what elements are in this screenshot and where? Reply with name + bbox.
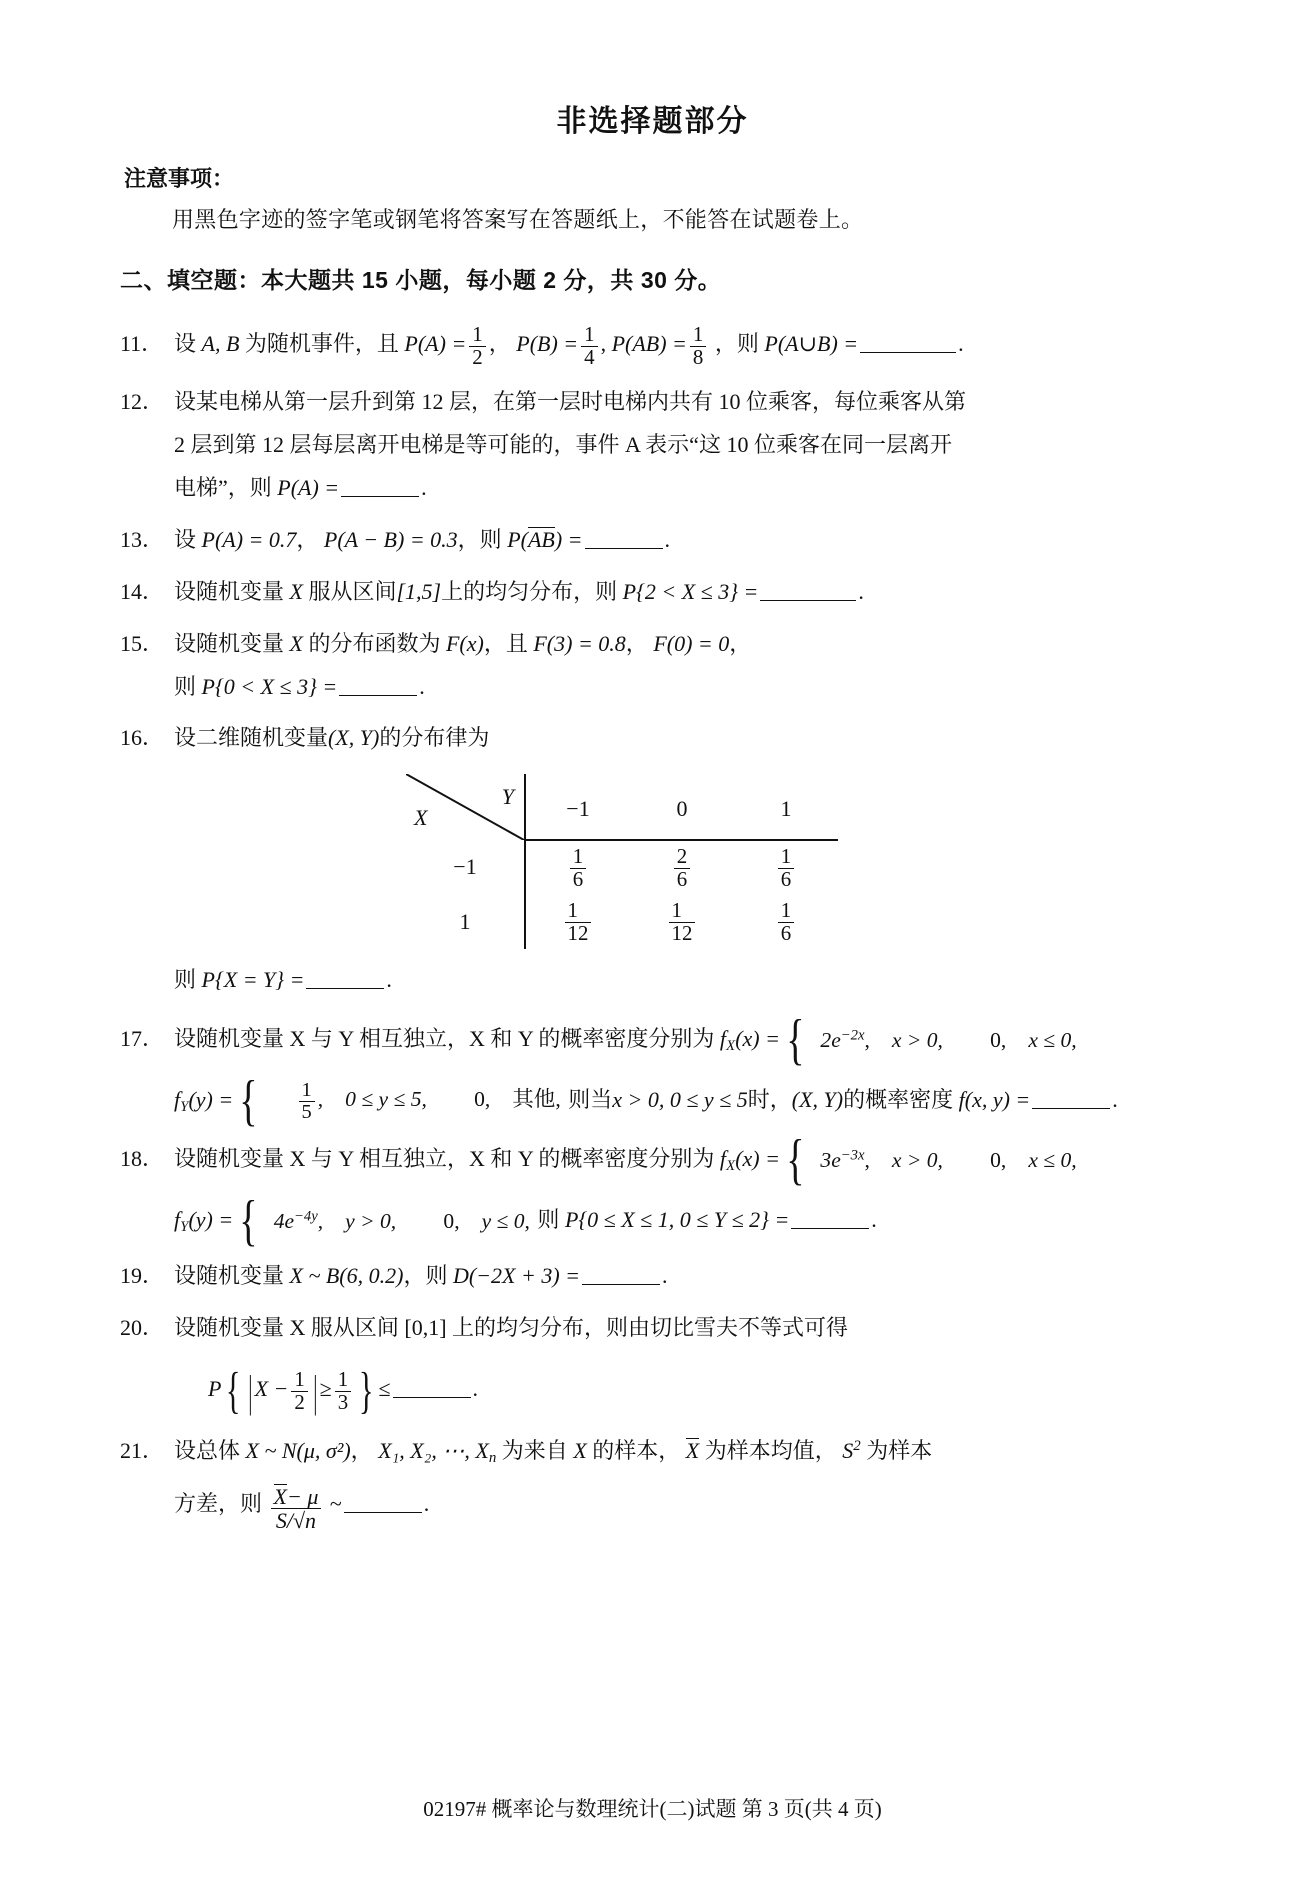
q11-pa: P(A) =: [404, 331, 467, 356]
q15-then: 则: [174, 673, 197, 699]
q17-tail-text-3: 的概率密度: [843, 1086, 954, 1112]
q17-fx-arg: (x) =: [735, 1025, 780, 1051]
q20-p: P: [208, 1376, 222, 1402]
page-title: 非选择题部分: [556, 105, 749, 138]
q16-ask: P{X = Y} =: [201, 967, 305, 993]
answer-blank-17[interactable]: [1032, 1087, 1110, 1109]
q12-line-1: 设某电梯从第一层升到第 12 层，在第一层时电梯内共有 10 位乘客，每位乘客从第: [174, 389, 967, 415]
q20-ge: ≥: [319, 1376, 332, 1402]
question-body: 设随机变量 X ~ B(6, 0.2)，则 D(−2X + 3) = .: [174, 1263, 668, 1289]
q18-fy-cases: { $4e^{-4y}$, y > 0, 0, y ≤ 0,: [239, 1189, 530, 1252]
q17-lead: 设随机变量 X 与 Y 相互独立，X 和 Y 的概率密度分别为: [174, 1025, 715, 1051]
q21-text-1: 设总体: [174, 1438, 241, 1464]
question-body: 设随机变量 X 服从区间[1,5]上的均匀分布，则 P{2 < X ≤ 3} = .: [174, 578, 864, 604]
q17-fy-label: f: [174, 1086, 181, 1112]
q15-line-2: 则 P{0 < X ≤ 3} = .: [174, 673, 425, 699]
q18-line-1: [174, 1128, 1185, 1191]
q18-fy-arg: (y) =: [188, 1206, 234, 1232]
q17-tail-text-1: 则当: [568, 1086, 613, 1112]
q20-expression: P{ | X − $\frac{1}{2}$ | ≥ $\frac{1}{3}$ } ≤ .: [208, 1362, 479, 1419]
q11-pab-fraction: $\frac{1}{8}$: [690, 324, 706, 369]
cell-0-2: $\frac{1}{6}$: [734, 840, 838, 895]
q20-half: $\frac{1}{2}$: [291, 1369, 307, 1414]
corner-cell: [406, 774, 525, 840]
answer-blank-19[interactable]: [582, 1264, 660, 1286]
q13-ask-p: P(: [507, 526, 528, 552]
question-19: [120, 1255, 1185, 1298]
answer-blank-13[interactable]: [585, 527, 663, 549]
question-number: 19．: [120, 1263, 165, 1289]
q18-then: 则: [537, 1206, 560, 1232]
q21-s-sup: 2: [853, 1438, 861, 1455]
q13-ask-close: ) =: [554, 526, 583, 552]
question-number: 21．: [120, 1438, 165, 1464]
table-header-row: [406, 774, 838, 840]
q20-le: ≤: [378, 1376, 391, 1402]
brace-icon: {: [786, 1128, 805, 1191]
q11-text-3: ，则: [714, 331, 759, 356]
question-number: 15．: [120, 630, 165, 656]
brace-icon: {: [786, 1009, 805, 1072]
q17-fy-arg: (y) =: [188, 1086, 234, 1112]
notice-label: 注意事项：: [124, 166, 235, 191]
question-number: 14．: [120, 578, 165, 604]
answer-blank-20[interactable]: [393, 1376, 471, 1398]
answer-blank-18[interactable]: [791, 1207, 869, 1229]
question-body: [174, 1307, 1185, 1419]
cell-0-1: $\frac{2}{6}$: [630, 840, 734, 895]
q14-var: X: [289, 578, 303, 604]
q15-text-1: 设随机变量: [174, 630, 285, 656]
q18-fx-label: f: [719, 1145, 727, 1171]
q21-population: X ~ N(μ, σ²): [245, 1438, 351, 1464]
q13-overline-ab: AB: [527, 526, 555, 552]
q16-tail: 则 P{X = Y} = .: [174, 967, 392, 993]
answer-blank-16[interactable]: [306, 967, 384, 989]
q13-text-2: ，: [296, 526, 319, 552]
q13-text-3: ，则: [457, 526, 502, 552]
question-body: [174, 1009, 1185, 1132]
question-body: [174, 381, 1185, 510]
q11-pa-fraction: $\frac{1}{2}$: [469, 324, 485, 369]
q17-line-2: $f_Y(y)$ = { $\frac{1}{5}$ , 0 ≤ y ≤ 5, 0, 其他, 则当x > 0, 0 ≤ y ≤ 5时，(X, Y)的概率密度 f(x, y) = .: [174, 1069, 1118, 1132]
q18-lead: 设随机变量 X 与 Y 相互独立，X 和 Y 的概率密度分别为: [174, 1145, 715, 1171]
question-number: 16．: [120, 725, 165, 751]
cell-1-0: $\frac{1}{12}$: [525, 895, 630, 949]
col-header-0: −1: [525, 774, 630, 840]
question-number: 20．: [120, 1315, 165, 1341]
q21-t-statistic: $\frac{X- \mu}{S/√n}$: [271, 1484, 322, 1532]
q21-text-3: 为来自: [501, 1438, 568, 1464]
question-12: [120, 381, 1185, 510]
q19-text-1: 设随机变量: [174, 1263, 285, 1289]
q14-text-1: 设随机变量: [174, 578, 285, 604]
q19-ask: D(−2X + 3) =: [452, 1263, 580, 1289]
q18-fx-arg: (x) =: [735, 1145, 780, 1171]
q20-lead: 设随机变量 X 服从区间 [0,1] 上的均匀分布，则由切比雪夫不等式可得: [174, 1315, 849, 1341]
q11-ask: P(A∪B) =: [764, 331, 859, 356]
question-body: [174, 1128, 1185, 1252]
q11-vars: A, B: [201, 331, 240, 356]
q13-pa: P(A) = 0.7: [201, 526, 297, 552]
q16-lead-tail: 的分布律为: [379, 725, 490, 751]
q11-pb: P(B) =: [516, 331, 579, 356]
brace-icon: {: [239, 1069, 258, 1132]
q17-line-1: [174, 1009, 1185, 1072]
q21-text-2: ，: [350, 1438, 373, 1464]
q18-fx-cases: { $3e^{-3x}$, x > 0, 0, x ≤ 0,: [786, 1128, 1077, 1191]
q15-fx: F(x): [445, 630, 484, 656]
brace-close-icon: }: [359, 1362, 374, 1419]
q15-f0: F(0) = 0: [653, 630, 730, 656]
q17-fy-cases: { $\frac{1}{5}$ , 0 ≤ y ≤ 5, 0, 其他,: [239, 1069, 561, 1132]
question-number: 18．: [120, 1145, 165, 1171]
q14-text-2: 服从区间: [308, 578, 397, 604]
q19-text-2: ，则: [403, 1263, 448, 1289]
col-header-2: 1: [734, 774, 838, 840]
q21-text-4: 的样本，: [592, 1438, 681, 1464]
question-20: [120, 1307, 1185, 1419]
q14-ask: P{2 < X ≤ 3} =: [622, 578, 759, 604]
answer-blank-21[interactable]: [344, 1492, 422, 1514]
q17-fy-sub: Y: [180, 1099, 189, 1115]
joint-distribution: [406, 774, 838, 949]
q16-lead-var: (X, Y): [328, 725, 380, 751]
q12-line-2: 2 层到第 12 层每层离开电梯是等可能的，事件 A 表示“这 10 位乘客在同一层离开: [174, 432, 952, 458]
q13-text-1: 设: [174, 526, 197, 552]
question-body: 设 P(A) = 0.7， P(A − B) = 0.3，则 P(AB) = .: [174, 526, 671, 552]
q14-text-3: 上的均匀分布，则: [441, 578, 618, 604]
question-11: [120, 315, 1185, 372]
row-var-label: X: [414, 805, 428, 831]
q17-tail-var: (X, Y): [791, 1086, 844, 1112]
q17-ask: f(x, y) =: [958, 1086, 1031, 1112]
abs-bar-left-icon: |: [248, 1366, 253, 1416]
cell-1-1: $\frac{1}{12}$: [630, 895, 734, 949]
question-18: [120, 1128, 1185, 1252]
question-14: [120, 571, 1185, 614]
q18-fy-label: f: [174, 1206, 181, 1232]
table-row: [406, 840, 838, 895]
question-17: [120, 1009, 1185, 1132]
row-header-1: 1: [406, 895, 525, 949]
answer-blank-12[interactable]: [341, 475, 419, 497]
question-15: [120, 623, 1185, 709]
q13-pamb: P(A − B) = 0.3: [323, 526, 458, 552]
q11-text-1: 设: [174, 331, 197, 356]
q16-then: 则: [174, 967, 197, 993]
q19-dist: X ~ B(6, 0.2): [289, 1263, 404, 1289]
q21-text-5: 为样本均值，: [704, 1438, 837, 1464]
question-number: 17．: [120, 1025, 165, 1051]
q18-ask: P{0 ≤ X ≤ 1, 0 ≤ Y ≤ 2} =: [564, 1206, 790, 1232]
q11-pab: P(AB) =: [611, 331, 687, 356]
q21-text-6: 为样本: [866, 1438, 933, 1464]
q16-lead: [174, 717, 1185, 760]
q17-fx-label: f: [719, 1025, 727, 1051]
q20-third: $\frac{1}{3}$: [335, 1369, 351, 1414]
q12-line-3: 电梯”，则 P(A) = .: [174, 474, 427, 500]
question-number: 13．: [120, 526, 165, 552]
cell-0-0: $\frac{1}{6}$: [525, 840, 630, 895]
q12-line3-text: 电梯”，则: [174, 474, 272, 500]
q21-sample-sub: n: [488, 1450, 497, 1467]
brace-icon: {: [239, 1189, 258, 1252]
q21-var: X: [573, 1438, 587, 1464]
q14-interval: [1,5]: [396, 578, 442, 604]
q15-var: X: [289, 630, 303, 656]
q20-x: X −: [254, 1376, 289, 1402]
q12-ask: P(A) =: [277, 474, 340, 500]
q11-pb-fraction: $\frac{1}{4}$: [581, 324, 597, 369]
question-body: 设 A, B 为随机事件，且 P(A) = $\frac{1}{2}$ ， P(B) = $\frac{1}{4}$ , P(AB) = $\frac{1}{8}$ ，则 P(A∪B) = .: [174, 322, 964, 369]
q21-line-2: 方差，则 $\frac{X- \mu}{S/√n}$ ~ .: [174, 1483, 430, 1533]
q21-then: 方差，则: [174, 1491, 263, 1517]
q21-sim: ~: [329, 1491, 342, 1517]
question-number: 12．: [120, 389, 165, 415]
question-body: [174, 717, 1185, 1002]
q21-sample: X₁, X₂, ⋯, X: [378, 1438, 489, 1464]
question-body: [174, 623, 1185, 709]
q15-text-5: ，: [729, 630, 752, 656]
q21-line-1: [174, 1430, 1185, 1473]
question-21: [120, 1430, 1185, 1532]
q15-text-4: ，: [625, 630, 648, 656]
answer-blank-14[interactable]: [760, 579, 856, 601]
abs-bar-right-icon: |: [313, 1366, 318, 1416]
table-row: [406, 895, 838, 949]
q15-text-3: ，且: [483, 630, 528, 656]
q18-line-2: $f_Y(y)$ = { $4e^{-4y}$, y > 0, 0, y ≤ 0, 则 P{0 ≤ X ≤ 1, 0 ≤ Y ≤ 2} = .: [174, 1189, 877, 1252]
q15-line-1: [174, 623, 1185, 666]
question-13: [120, 519, 1185, 562]
cell-1-2: $\frac{1}{6}$: [734, 895, 838, 949]
distribution-table: [406, 774, 1185, 949]
brace-open-icon: {: [226, 1362, 241, 1419]
notice-body: 用黑色字迹的签字笔或钢笔将答案写在答题纸上，不能答在试题卷上。: [172, 207, 864, 232]
q18-fx-sub: X: [726, 1157, 736, 1174]
q21-xbar: X: [685, 1438, 700, 1464]
question-number: 11．: [120, 331, 164, 356]
answer-blank-15[interactable]: [339, 674, 417, 696]
question-body: [174, 1430, 1185, 1532]
q17-tail-cond: x > 0, 0 ≤ y ≤ 5: [612, 1086, 748, 1112]
q16-lead-text: 设二维随机变量: [174, 725, 329, 751]
page-footer: 02197# 概率论与数理统计(二)试题 第 3 页(共 4 页): [423, 1797, 882, 1821]
question-16: [120, 717, 1185, 1002]
q15-f3: F(3) = 0.8: [533, 630, 626, 656]
q17-fx-sub: X: [726, 1038, 736, 1055]
answer-blank-11[interactable]: [860, 331, 956, 353]
col-var-label: Y: [501, 784, 514, 810]
q17-tail-text-2: 时，: [747, 1086, 792, 1112]
q18-fy-sub: Y: [180, 1218, 189, 1235]
q15-text-2: 的分布函数为: [308, 630, 441, 656]
section-heading: 二、填空题：本大题共 15 小题，每小题 2 分，共 30 分。: [120, 267, 722, 293]
row-header-0: −1: [406, 840, 525, 895]
col-header-1: 0: [630, 774, 734, 840]
q21-s: S: [842, 1438, 854, 1464]
q17-fx-cases: { $2e^{-2x}$, x > 0, 0, x ≤ 0,: [786, 1009, 1077, 1072]
q11-text-2: 为随机事件，且: [244, 331, 399, 356]
q15-ask: P{0 < X ≤ 3} =: [201, 673, 338, 699]
